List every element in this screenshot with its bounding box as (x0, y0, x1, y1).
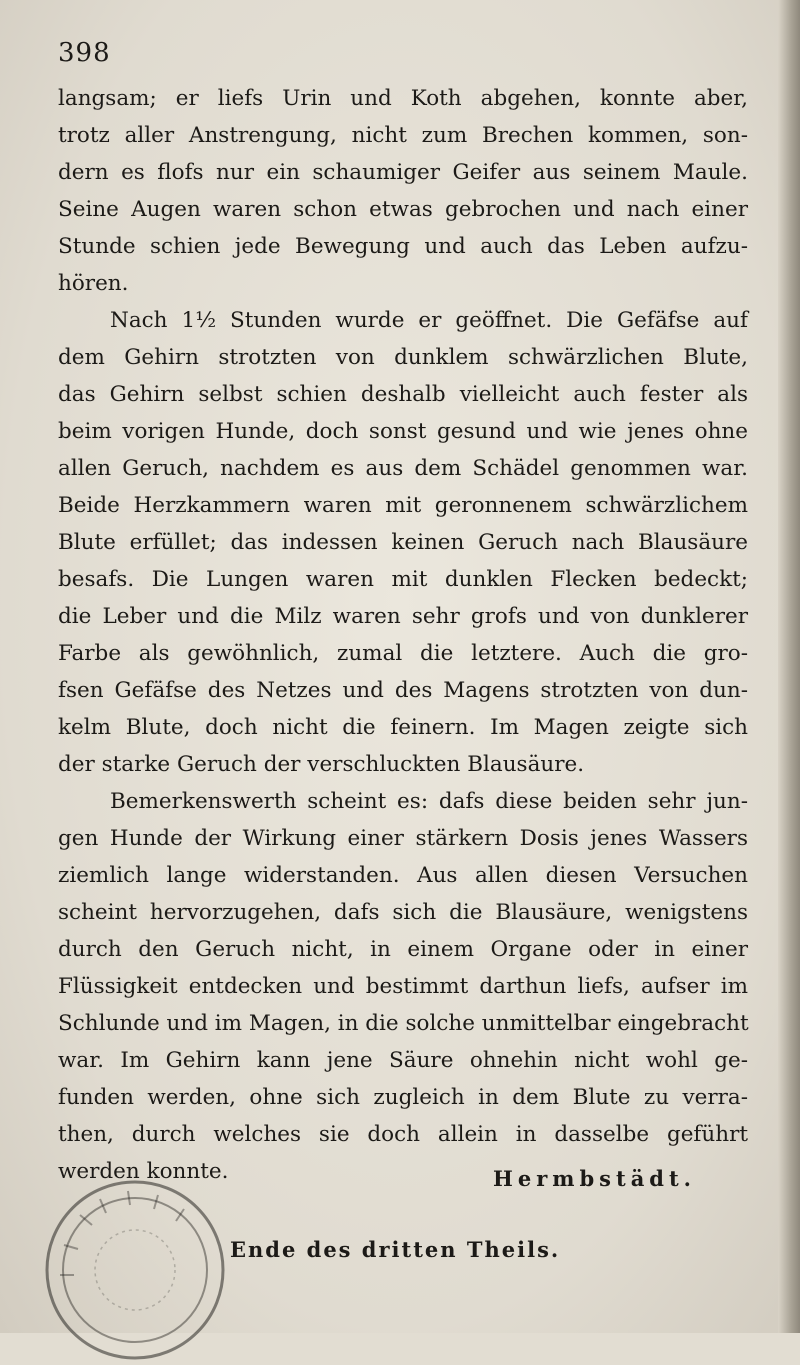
text-line: dern es flofs nur ein schaumiger Geifer aus seinem Maule. (58, 160, 748, 185)
text-line: kelm Blute, doch nicht die feinern. Im Magen zeigte sich (58, 715, 748, 740)
text-line: das Gehirn selbst schien deshalb vielleicht auch fester als (58, 382, 748, 407)
text-line: Bemerkenswerth scheint es: dafs diese beiden sehr jun- (110, 789, 748, 814)
text-line: langsam; er liefs Urin und Koth abgehen, konnte aber, (58, 86, 748, 111)
text-line: Beide Herzkammern waren mit geronnenem schwärzlichem (58, 493, 748, 518)
text-line: war. Im Gehirn kann jene Säure ohnehin nicht wohl ge- (58, 1048, 748, 1073)
author-signature: Hermbstädt. (493, 1166, 696, 1191)
text-line: der starke Geruch der verschluckten Blausäure. (58, 752, 585, 777)
text-line: beim vorigen Hunde, doch sonst gesund und wie jenes ohne (58, 419, 748, 444)
text-line: dem Gehirn strotzten von dunklem schwärzlichen Blute, (58, 345, 748, 370)
text-line: besafs. Die Lungen waren mit dunklen Flecken bedeckt; (58, 567, 748, 592)
text-line: Nach 1½ Stunden wurde er geöffnet. Die Gefäfse auf (110, 308, 748, 333)
text-line: allen Geruch, nachdem es aus dem Schädel genommen war. (58, 456, 748, 481)
text-line: gen Hunde der Wirkung einer stärkern Dosis jenes Wassers (58, 826, 748, 851)
body-text (58, 80, 748, 1190)
text-line: fsen Gefäfse des Netzes und des Magens strotzten von dun- (58, 678, 748, 703)
text-line: die Leber und die Milz waren sehr grofs und von dunklerer (58, 604, 748, 629)
text-line: Stunde schien jede Bewegung und auch das Leben aufzu- (58, 234, 748, 259)
text-line: then, durch welches sie doch allein in dasselbe geführt (58, 1122, 748, 1147)
text-line: durch den Geruch nicht, in einem Organe oder in einer (58, 937, 748, 962)
text-line: Blute erfüllet; das indessen keinen Geruch nach Blausäure (58, 530, 748, 555)
text-line: werden konnte. (58, 1159, 229, 1184)
text-line: Schlunde und im Magen, in die solche unmittelbar eingebracht (58, 1011, 749, 1036)
page-edge (778, 0, 800, 1333)
text-line: hören. (58, 271, 129, 296)
text-line: Flüssigkeit entdecken und bestimmt darthun liefs, aufser im (58, 974, 748, 999)
text-line: funden werden, ohne sich zugleich in dem Blute zu verra- (58, 1085, 748, 1110)
page-number: 398 (58, 38, 111, 68)
text-line: trotz aller Anstrengung, nicht zum Brechen kommen, son- (58, 123, 748, 148)
text-line: scheint hervorzugehen, dafs sich die Blausäure, wenigstens (58, 900, 748, 925)
text-line: Farbe als gewöhnlich, zumal die letztere. Auch die gro- (58, 641, 748, 666)
end-of-volume-note: Ende des dritten Theils. (230, 1237, 561, 1262)
library-stamp-icon (40, 1175, 230, 1365)
text-line: Seine Augen waren schon etwas gebrochen und nach einer (58, 197, 748, 222)
text-line: ziemlich lange widerstanden. Aus allen diesen Versuchen (58, 863, 748, 888)
